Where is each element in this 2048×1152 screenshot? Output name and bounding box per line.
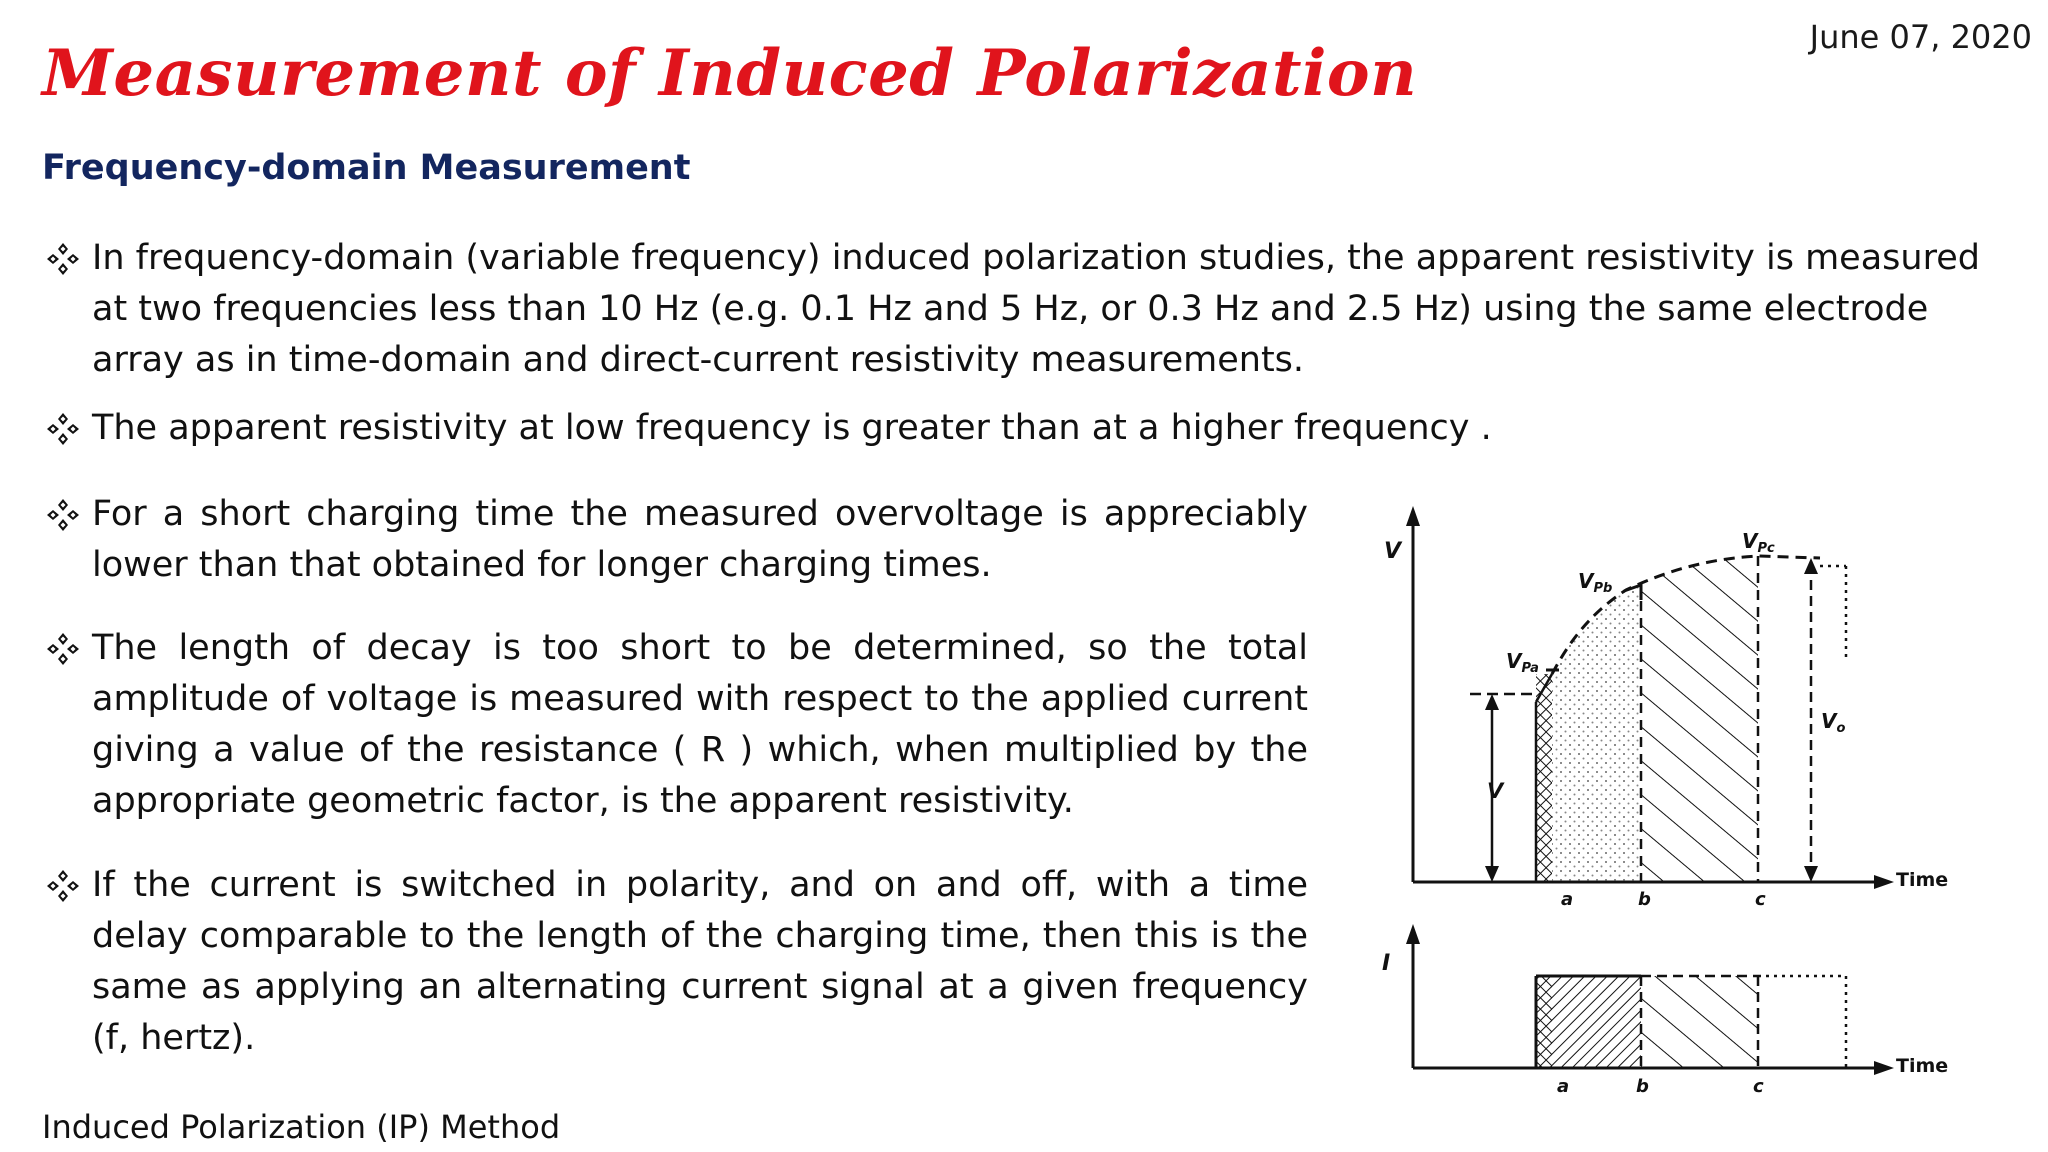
- bullet-text: The length of decay is too short to be determined, so the total amplitude of voltage is measured with respect to the applied current giving a value of the resistance ( R ) which, when multiplied by the appropriate geometric factor, is the apparent resistivity.: [92, 628, 1308, 821]
- time-label: Time: [1896, 869, 1949, 891]
- vo-label: $V_o$: [1821, 709, 1846, 736]
- current-plot: [1382, 924, 1948, 1097]
- tick-b: b: [1636, 1076, 1649, 1097]
- voltage-axis-label: V: [1384, 539, 1402, 564]
- current-axis-label: I: [1382, 951, 1391, 976]
- vpa-label: $V_{Pa}$: [1506, 649, 1539, 676]
- arrow-down-icon: [1485, 866, 1499, 882]
- arrow-right-icon: [1874, 875, 1894, 889]
- arrow-up-icon: [1406, 506, 1420, 526]
- tick-a: a: [1561, 889, 1574, 910]
- arrow-right-icon: [1874, 1061, 1894, 1075]
- v-label: V: [1487, 779, 1504, 803]
- time-label: Time: [1896, 1055, 1949, 1077]
- vpc-label: $V_{Pc}$: [1742, 529, 1775, 556]
- bullet-item: [46, 403, 1986, 454]
- bullet-item: [46, 860, 1308, 1064]
- diamond-quad-bullet-icon: [46, 233, 86, 284]
- diamond-quad-bullet-icon: [46, 623, 86, 674]
- arrow-up-icon: [1804, 558, 1818, 574]
- arrow-up-icon: [1406, 924, 1420, 944]
- tick-b: b: [1638, 889, 1651, 910]
- region-b-c: [1641, 556, 1758, 882]
- bullet-text: In frequency-domain (variable frequency) induced polarization studies, the apparent resistivity is measured at two frequencies less than 10 Hz (e.g. 0.1 Hz and 5 Hz, or 0.3 Hz and 2.5 Hz) using the same electrode array as in time-domain and direct-current resistivity measurements.: [92, 238, 1980, 380]
- tick-c: c: [1755, 889, 1766, 910]
- arrow-down-icon: [1804, 866, 1818, 882]
- slide-subtitle: Frequency-domain Measurement: [42, 148, 691, 188]
- ip-charging-diagram: [1370, 500, 1950, 1120]
- bullet-item: [46, 233, 1986, 386]
- voltage-plot: [1384, 506, 1948, 910]
- slide-title: Measurement of Induced Polarization: [42, 36, 1418, 111]
- bullet-text: For a short charging time the measured overvoltage is appreciably lower than that obtained for longer charging times.: [92, 494, 1308, 585]
- diamond-quad-bullet-icon: [46, 489, 86, 540]
- slide-footer: Induced Polarization (IP) Method: [42, 1108, 561, 1146]
- arrow-up-icon: [1485, 694, 1499, 710]
- bullet-text: If the current is switched in polarity, and on and off, with a time delay comparable to the length of the charging time, then this is the same as applying an alternating current signal at a given frequency (f, hertz).: [92, 865, 1308, 1058]
- region-a-b: [1552, 584, 1641, 882]
- tick-a: a: [1557, 1076, 1570, 1097]
- tick-c: c: [1753, 1076, 1764, 1097]
- bullet-item: [46, 489, 1308, 591]
- slide-date: June 07, 2020: [1809, 18, 2032, 56]
- diamond-quad-bullet-icon: [46, 860, 86, 911]
- bullet-text: The apparent resistivity at low frequency is greater than at a higher frequency .: [92, 408, 1492, 448]
- vpb-label: $V_{Pb}$: [1578, 569, 1613, 596]
- bullet-item: [46, 623, 1308, 827]
- diamond-quad-bullet-icon: [46, 403, 86, 454]
